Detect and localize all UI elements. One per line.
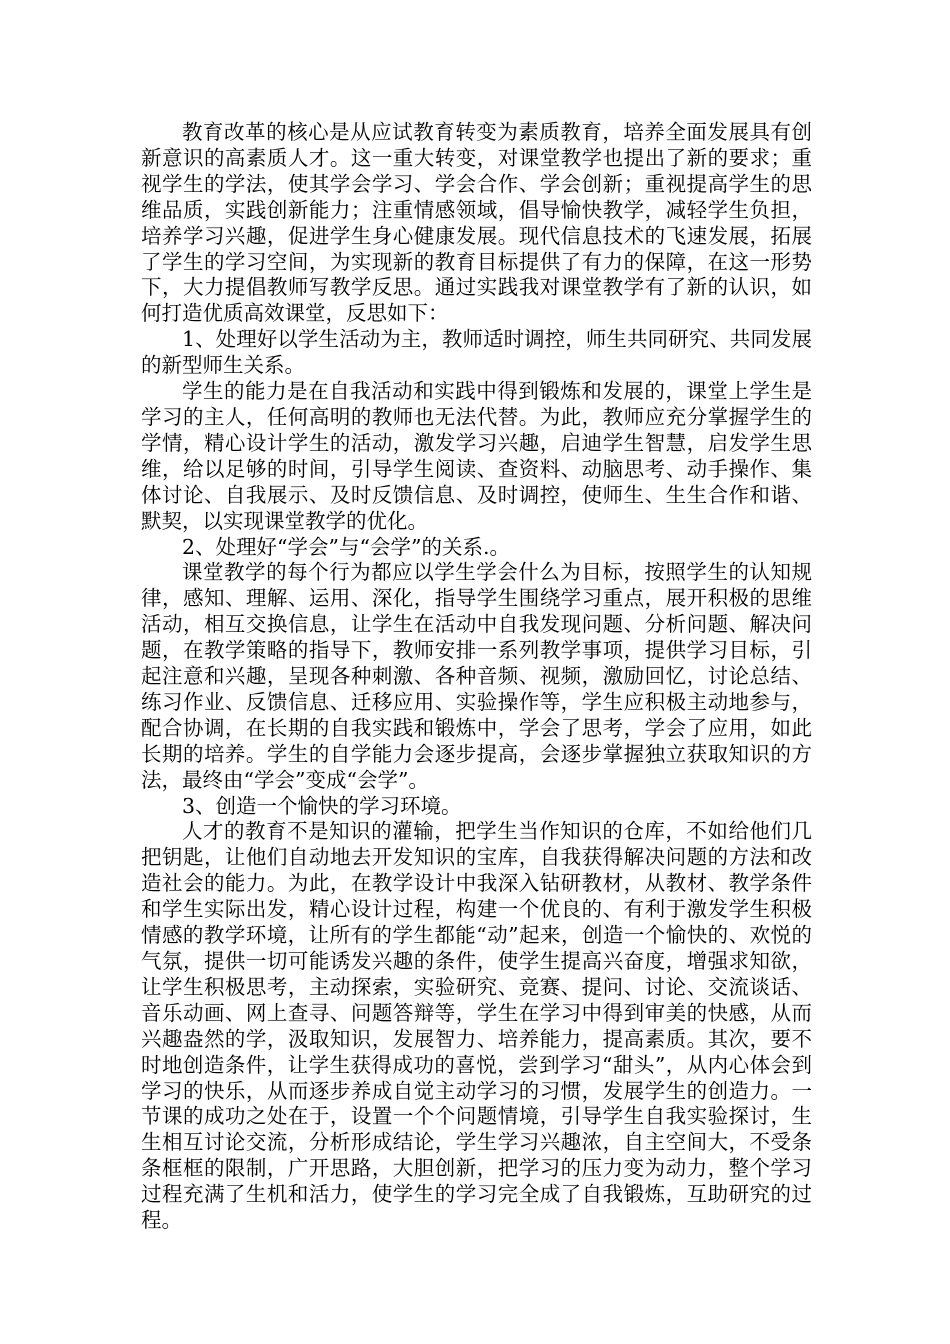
heading-point-3: 3、创造一个愉快的学习环境。 xyxy=(182,793,462,818)
heading-point-2: 2、处理好“学会”与“会学”的关系.。 xyxy=(182,534,510,559)
paragraph-point-3: 人才的教育不是知识的灌输，把学生当作知识的仓库，不如给他们几把钥匙，让他们自动地去开发知识的宝库，自我获得解决问题的方法和改造社会的能力。为此，在教学设计中我深入钻研教材，从教材、教学条件和学生实际出发，精心设计过程，构建一个优良的、有利于激发学生积极情感的教学环境，让所有的学生都能“动”起来，创造一个愉快的、欢悦的气氛，提供一切可能诱发兴趣的条件，使学生提高兴奋度，增强求知欲，让学生积极思考，主动探索，实验研究、竞赛、提问、讨论、交流谈话、音乐动画、网上查寻、问题答辩等，学生在学习中得到审美的快感，从而兴趣盎然的学，汲取知识，发展智力、培养能力，提高素质。其次，要不时地创造条件，让学生获得成功的喜悦，尝到学习“甜头”，从内心体会到学习的快乐，从而逐步养成自觉主动学习的习惯，发展学生的创造力。一节课的成功之处在于，设置一个个问题情境，引导学生自我实验探讨，生生相互讨论交流，分析形成结论，学生学习兴趣浓，自主空间大，不受条条框框的限制，广开思路，大胆创新，把学习的压力变为动力，整个学习过程充满了生机和活力，使学生的学习完全成了自我锻炼，互助研究的过程。 xyxy=(141,819,812,1233)
document-body xyxy=(141,120,812,1234)
heading-point-1: 1、处理好以学生活动为主，教师适时调控，师生共同研究、共同发展的新型师生关系。 xyxy=(141,327,812,378)
paragraph-point-2: 课堂教学的每个行为都应以学生学会什么为目标，按照学生的认知规律，感知、理解、运用、深化，指导学生围绕学习重点，展开积极的思维活动，相互交换信息，让学生在活动中自我发现问题、分析问题、解决问题，在教学策略的指导下，教师安排一系列教学事项，提供学习目标，引起注意和兴趣，呈现各种刺激、各种音频、视频，激励回忆，讨论总结、练习作业、反馈信息、迁移应用、实验操作等，学生应积极主动地参与，配合协调，在长期的自我实践和锻炼中，学会了思考，学会了应用，如此长期的培养。学生的自学能力会逐步提高，会逐步掌握独立获取知识的方法，最终由“学会”变成“会学”。 xyxy=(141,560,812,792)
paragraph-intro: 教育改革的核心是从应试教育转变为素质教育，培养全面发展具有创新意识的高素质人才。这一重大转变，对课堂教学也提出了新的要求；重视学生的学法，使其学会学习、学会合作、学会创新；重视提高学生的思维品质，实践创新能力；注重情感领域，倡导愉快教学，减轻学生负担，培养学习兴趣，促进学生身心健康发展。现代信息技术的飞速发展，拓展了学生的学习空间，为实现新的教育目标提供了有力的保障，在这一形势下，大力提倡教师写教学反思。通过实践我对课堂教学有了新的认识，如何打造优质高效课堂，反思如下： xyxy=(141,120,812,326)
paragraph-point-1: 学生的能力是在自我活动和实践中得到锻炼和发展的，课堂上学生是学习的主人，任何高明的教师也无法代替。为此，教师应充分掌握学生的学情，精心设计学生的活动，激发学习兴趣，启迪学生智慧，启发学生思维，给以足够的时间，引导学生阅读、查资料、动脑思考、动手操作、集体讨论、自我展示、及时反馈信息、及时调控，使师生、生生合作和谐、默契，以实现课堂教学的优化。 xyxy=(141,379,812,533)
